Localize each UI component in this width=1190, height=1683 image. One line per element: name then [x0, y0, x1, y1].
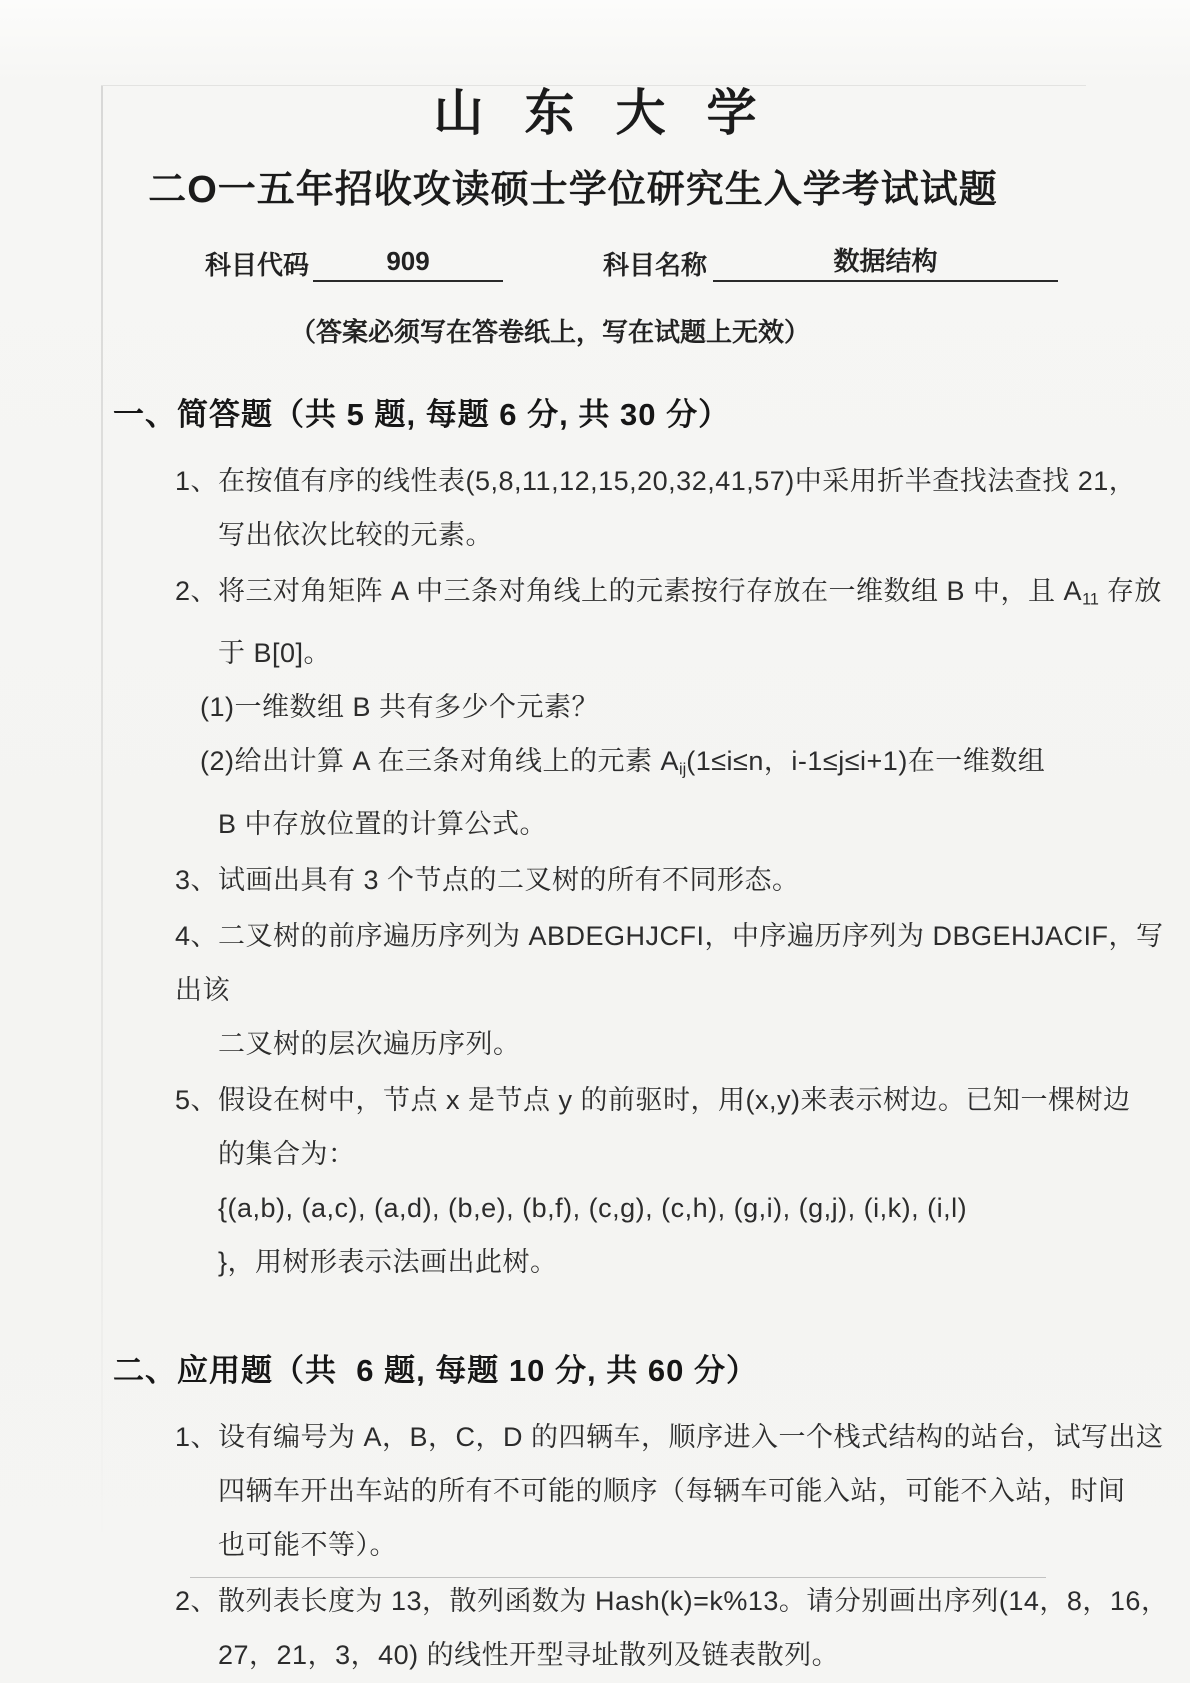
exam-header: [0, 0, 1190, 349]
question-line: }，用树形表示法画出此树。: [218, 1246, 558, 1277]
question-line: {(a,b), (a,c), (a,d), (b,e), (b,f), (c,g), (c,h), (g,i), (g,j), (i,k), (i,l): [218, 1192, 968, 1223]
question-line: 4、二叉树的前序遍历序列为 ABDEGHJCFI，中序遍历序列为 DBGEHJACIF，写出该: [175, 920, 1164, 1005]
question-line: 1、设有编号为 A，B，C，D 的四辆车，顺序进入一个栈式结构的站台，试写出这: [175, 1421, 1164, 1452]
question: [0, 454, 1190, 562]
question: [0, 1410, 1190, 1572]
question-line: 于 B[0]。: [218, 638, 332, 669]
question-line: 27，21，3，40) 的线性开型寻址散列及链表散列。: [218, 1639, 840, 1670]
question: [0, 853, 1190, 907]
question-line: 写出依次比较的元素。: [218, 519, 493, 550]
scan-artifact-left-line: [101, 86, 103, 1541]
question-list: [0, 454, 1190, 1289]
question-line: 也可能不等）。: [218, 1529, 397, 1560]
subject-info-row: [205, 245, 1190, 282]
question-line: 的集合为：: [218, 1138, 356, 1169]
subscript-text: ij: [679, 760, 687, 779]
question: [0, 564, 1190, 851]
question-line: 二叉树的层次遍历序列。: [218, 1028, 521, 1059]
question-line: (2)给出计算 A 在三条对角线上的元素 $A_{ij}(1\le i\le n$，i-1≤j≤i+1)在一维数组: [200, 746, 1046, 779]
question-line: (1)一维数组 B 共有多少个元素？: [200, 692, 600, 723]
subject-code-label: 科目代码: [205, 249, 310, 280]
section-short-answer: [0, 389, 1190, 1289]
question: [0, 1574, 1190, 1682]
question-line: 3、试画出具有 3 个节点的二叉树的所有不同形态。: [175, 864, 800, 895]
section-heading: 一、简答题（共 5 题, 每题 6 分, 共 30 分）: [113, 396, 731, 432]
question-line: 四辆车开出车站的所有不可能的顺序（每辆车可能入站，可能不入站，时间: [218, 1475, 1126, 1506]
exam-body: [0, 389, 1190, 1682]
subject-name-field: [713, 245, 1058, 282]
subject-name-label: 科目名称: [603, 249, 708, 280]
subject-name-value: 数据结构: [833, 246, 938, 277]
question-line: 5、假设在树中，节点 x 是节点 y 的前驱时，用(x,y)来表示树边。已知一棵树边: [175, 1084, 1131, 1115]
subject-code-value: 909: [386, 246, 430, 277]
answer-notice: （答案必须写在答卷纸上，写在试题上无效）: [289, 316, 810, 347]
university-title: 山东大学: [433, 85, 798, 141]
question-list: [0, 1410, 1190, 1682]
question: [0, 909, 1190, 1071]
subject-code-field: [313, 245, 503, 282]
scan-artifact-top-line: [101, 85, 1086, 86]
question: [0, 1073, 1190, 1289]
section-application: [0, 1345, 1190, 1682]
subscript-text: 11: [1082, 590, 1099, 609]
section-heading: 二、应用题（共 6 题, 每题 10 分, 共 60 分）: [113, 1352, 758, 1388]
exam-title: 二O一五年招收攻读硕士学位研究生入学考试试题: [148, 169, 998, 211]
question-line: 1、在按值有序的线性表(5,8,11,12,15,20,32,41,57)中采用折半查找法查找 21，: [175, 465, 1137, 496]
question-line: B 中存放位置的计算公式。: [218, 808, 548, 839]
question-line: 2、将三对角矩阵 A 中三条对角线上的元素按行存放在一维数组 B 中，且 $A_{11}$ 存放: [175, 575, 1162, 609]
scan-artifact-bottom-rule: [190, 1577, 1046, 1578]
question-line: 2、散列表长度为 13，散列函数为 Hash(k)=k%13。请分别画出序列(14，8，16，: [175, 1585, 1169, 1616]
